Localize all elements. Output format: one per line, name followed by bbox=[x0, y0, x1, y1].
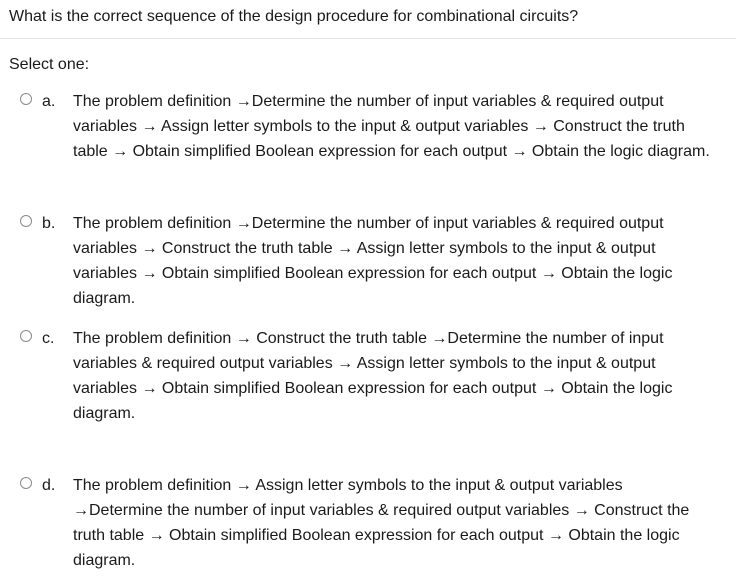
option-a-line-2: variables → Assign letter symbols to the input & output variables → Construct the truth bbox=[73, 118, 685, 135]
option-a-letter: a. bbox=[42, 93, 56, 110]
option-a-line-3: table → Obtain simplified Boolean expression for each output → Obtain the logic diagram. bbox=[73, 143, 710, 160]
option-d-line-1: The problem definition → Assign letter symbols to the input & output variables bbox=[73, 477, 623, 494]
option-c-line-2: variables & required output variables → Assign letter symbols to the input & output bbox=[73, 355, 656, 372]
option-a-text[interactable] bbox=[73, 89, 735, 164]
option-c-radio[interactable] bbox=[20, 330, 32, 342]
option-c-line-1: The problem definition → Construct the truth table →Determine the number of input bbox=[73, 330, 664, 347]
divider bbox=[0, 38, 736, 39]
option-b-line-3: variables → Obtain simplified Boolean expression for each output → Obtain the logic bbox=[73, 265, 673, 282]
option-a-radio[interactable] bbox=[20, 93, 32, 105]
option-d-line-2: →Determine the number of input variables & required output variables → Construct the bbox=[73, 502, 690, 519]
option-b-letter: b. bbox=[42, 215, 56, 232]
option-d-line-3: truth table → Obtain simplified Boolean expression for each output → Obtain the logic bbox=[73, 527, 680, 544]
option-c-text[interactable] bbox=[73, 326, 735, 426]
option-b-line-2: variables → Construct the truth table → Assign letter symbols to the input & output bbox=[73, 240, 656, 257]
option-a-line-1: The problem definition →Determine the number of input variables & required output bbox=[73, 93, 664, 110]
option-d-letter: d. bbox=[42, 477, 56, 494]
option-b-radio[interactable] bbox=[20, 215, 32, 227]
option-c-line-3: variables → Obtain simplified Boolean expression for each output → Obtain the logic bbox=[73, 380, 673, 397]
option-d-line-4: diagram. bbox=[73, 552, 136, 569]
select-one-label: Select one: bbox=[9, 56, 90, 73]
question-text: What is the correct sequence of the design procedure for combinational circuits? bbox=[9, 8, 579, 25]
option-b-line-1: The problem definition →Determine the number of input variables & required output bbox=[73, 215, 664, 232]
option-c-line-4: diagram. bbox=[73, 405, 136, 422]
option-d-text[interactable] bbox=[73, 473, 735, 573]
option-d-radio[interactable] bbox=[20, 477, 32, 489]
option-b-text[interactable] bbox=[73, 211, 735, 311]
option-b-line-4: diagram. bbox=[73, 290, 136, 307]
option-c-letter: c. bbox=[42, 330, 55, 347]
